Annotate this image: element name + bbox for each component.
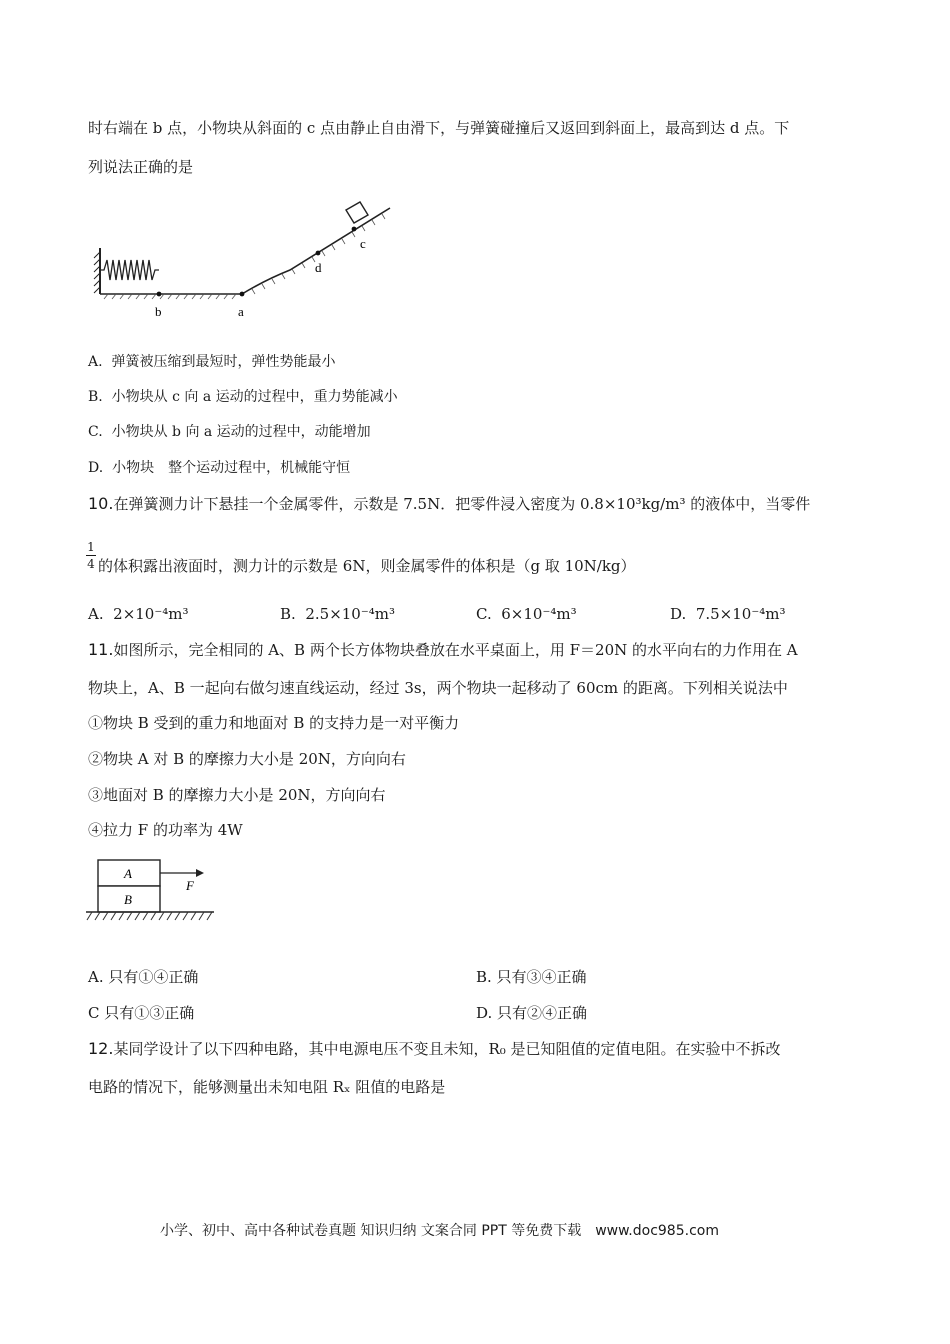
option-letter: C. bbox=[476, 605, 492, 623]
spring-incline-figure bbox=[90, 196, 400, 326]
stacked-blocks-figure bbox=[86, 856, 220, 932]
q11-option-c: C 只有①③正确 bbox=[88, 1004, 195, 1022]
point-b-label: b bbox=[155, 304, 162, 319]
option-letter: B. bbox=[280, 605, 296, 623]
q11-option-b: B. 只有③④正确 bbox=[476, 968, 587, 986]
q9-option-c bbox=[88, 422, 371, 442]
q10-number: 10. bbox=[88, 494, 114, 513]
q10-stem-line-1 bbox=[88, 494, 810, 514]
point-a-label: a bbox=[238, 304, 244, 319]
q9-stem-line-2: 列说法正确的是 bbox=[88, 158, 194, 176]
option-text: 弹簧被压缩到最短时，弹性势能最小 bbox=[111, 354, 336, 370]
point-d-label: d bbox=[315, 260, 322, 275]
option-letter: D. bbox=[88, 460, 104, 476]
option-text: 小物块 整个运动过程中，机械能守恒 bbox=[112, 460, 351, 476]
q11-stem-line-1 bbox=[88, 640, 798, 660]
option-letter: B. bbox=[88, 389, 103, 405]
q11-number: 11. bbox=[88, 640, 114, 659]
q11-statement-4: ④拉力 F 的功率为 4W bbox=[88, 821, 243, 839]
q10-option-d bbox=[670, 604, 786, 624]
q11-statement-3: ③地面对 B 的摩擦力大小是 20N，方向向右 bbox=[88, 786, 386, 804]
option-text: 7.5×10⁻⁴m³ bbox=[695, 605, 786, 623]
q9-option-d bbox=[88, 458, 350, 478]
q12-stem-line-1 bbox=[88, 1039, 781, 1059]
q9-stem-line-1: 时右端在 b 点，小物块从斜面的 c 点由静止自由滑下，与弹簧碰撞后又返回到斜面上，最高到达 d 点。下 bbox=[88, 119, 790, 137]
fraction-denominator: 4 bbox=[87, 557, 95, 571]
q10-stem-line-2: 的体积露出液面时，测力计的示数是 6N，则金属零件的体积是（g 取 10N/kg） bbox=[98, 557, 636, 575]
point-c-label: c bbox=[360, 236, 366, 251]
q10-option-c bbox=[476, 604, 577, 624]
q10-fraction bbox=[86, 540, 96, 571]
block-b-label: B bbox=[124, 892, 132, 907]
fraction-bar bbox=[86, 555, 96, 556]
fraction-numerator: 1 bbox=[87, 540, 95, 554]
option-letter: C. bbox=[88, 424, 103, 440]
q11-stem-line-2: 物块上，A、B 一起向右做匀速直线运动，经过 3s，两个物块一起移动了 60cm 的距离。下列相关说法中 bbox=[88, 679, 788, 697]
q12-text: 某同学设计了以下四种电路，其中电源电压不变且未知，R₀ 是已知阻值的定值电阻。在实验中不拆改 bbox=[113, 1040, 781, 1058]
q9-option-a bbox=[88, 352, 335, 372]
force-f-label: F bbox=[186, 878, 194, 893]
q11-option-a: A. 只有①④正确 bbox=[88, 968, 199, 986]
option-letter: A. bbox=[88, 605, 104, 623]
q9-option-b bbox=[88, 387, 398, 407]
option-text: 6×10⁻⁴m³ bbox=[501, 605, 577, 623]
option-text: 小物块从 c 向 a 运动的过程中，重力势能减小 bbox=[111, 389, 398, 405]
option-letter: D. bbox=[670, 605, 687, 623]
q10-option-a bbox=[88, 604, 189, 624]
page-footer: 小学、初中、高中各种试卷真题 知识归纳 文案合同 PPT 等免费下载 www.doc985.com bbox=[160, 1223, 719, 1239]
option-text: 2.5×10⁻⁴m³ bbox=[305, 605, 396, 623]
q12-stem-line-2: 电路的情况下，能够测量出未知电阻 Rₓ 阻值的电路是 bbox=[88, 1078, 446, 1096]
q11-text: 如图所示，完全相同的 A、B 两个长方体物块叠放在水平桌面上，用 F＝20N 的水平向右的力作用在 A bbox=[113, 641, 798, 659]
q10-text: 在弹簧测力计下悬挂一个金属零件，示数是 7.5N．把零件浸入密度为 0.8×10³kg/m³ 的液体中，当零件 bbox=[113, 495, 811, 513]
block-a-label: A bbox=[124, 866, 132, 881]
option-text: 2×10⁻⁴m³ bbox=[113, 605, 189, 623]
option-text: 小物块从 b 向 a 运动的过程中，动能增加 bbox=[111, 424, 371, 440]
q12-number: 12. bbox=[88, 1039, 114, 1058]
q11-statement-1: ①物块 B 受到的重力和地面对 B 的支持力是一对平衡力 bbox=[88, 714, 460, 732]
q10-option-b bbox=[280, 604, 395, 624]
q11-option-d: D. 只有②④正确 bbox=[476, 1004, 588, 1022]
option-letter: A. bbox=[88, 354, 103, 370]
q11-statement-2: ②物块 A 对 B 的摩擦力大小是 20N，方向向右 bbox=[88, 750, 406, 768]
